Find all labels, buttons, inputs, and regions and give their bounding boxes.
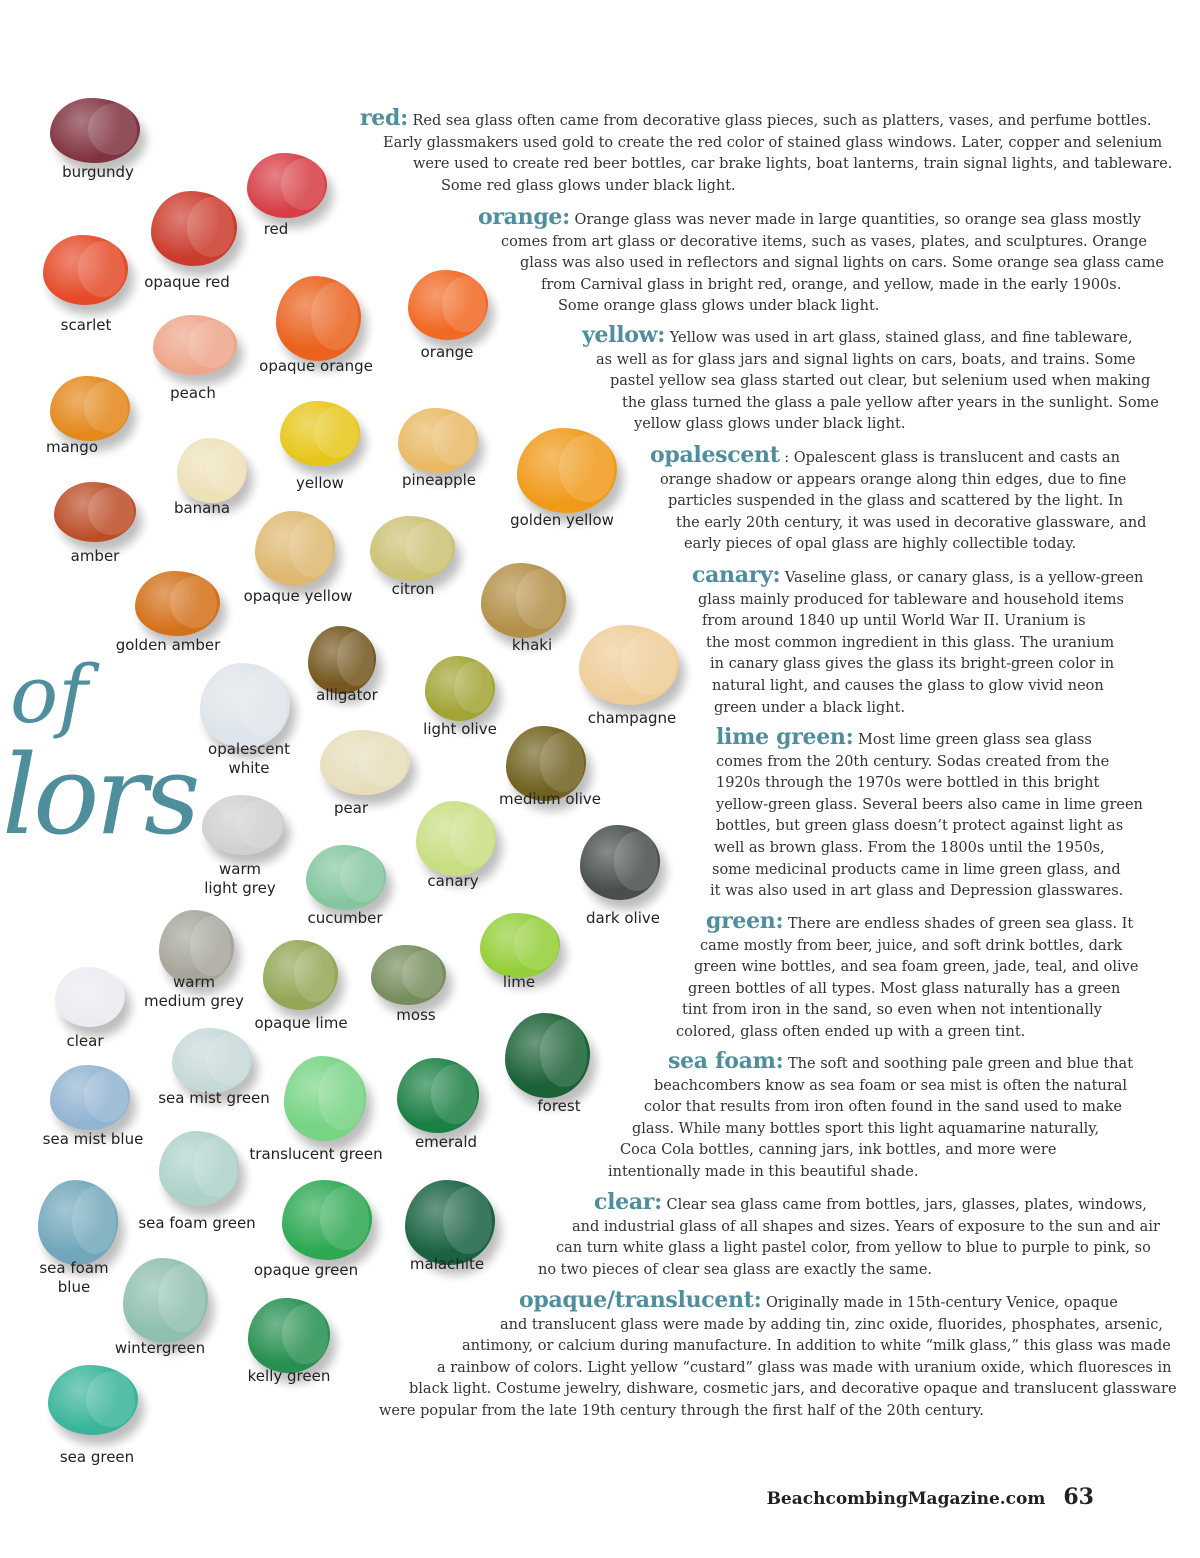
glass-label: warm light grey [204,860,276,897]
glass-label: dark olive [586,909,660,927]
title-fragment-of: of [10,648,88,741]
description-line [0,414,1159,436]
description-text: the early 20th century, it was used in decorative glassware, and [676,514,1147,531]
glass-label: scarlet [60,316,112,334]
description-text: glass was also used in reflectors and signal lights on cars. Some orange sea glass came [520,255,1164,272]
glass-label: citron [391,580,435,598]
description-heading: green: [706,908,784,934]
description-text: yellow glass glows under black light. [634,416,906,433]
description-heading: orange: [478,204,570,230]
glass-label: translucent green [249,1145,383,1163]
glass-label: pineapple [401,471,477,489]
glass-label: khaki [511,636,553,654]
description-line [0,773,1143,795]
description-lime-green [0,724,1143,903]
glass-label: red [263,220,289,238]
description-line [0,1097,1133,1119]
description-line [0,676,1143,698]
description-text: some medicinal products came in lime green glass, and [712,861,1121,878]
description-text: Vaseline glass, or canary glass, is a yellow-green [784,570,1144,586]
glass-label: mango [45,438,99,456]
description-line [0,1260,1160,1282]
glass-label: cucumber [307,909,383,927]
description-line [0,1022,1138,1044]
glass-label: medium olive [498,790,602,808]
description-text: and translucent glass were made by adding tin, zinc oxide, fluorides, phosphates, arsenic, [500,1316,1163,1333]
glass-label: moss [396,1006,436,1024]
description-orange [0,204,1164,318]
description-text: particles suspended in the glass and scattered by the light. In [668,493,1124,510]
description-line [0,322,1159,350]
description-line [0,1358,1177,1380]
glass-label: golden yellow [510,511,614,529]
description-line [0,154,1172,176]
glass-label: emerald [414,1133,478,1151]
glass-label: sea mist blue [42,1130,144,1148]
glass-label: malachite [409,1255,485,1273]
description-text: the glass turned the glass a pale yellow after years in the sunlight. Some [622,394,1159,411]
description-text: tint from iron in the sand, so even when not intentionally [682,1002,1102,1019]
description-text: were popular from the late 19th century through the first half of the 20th century. [379,1402,984,1419]
glass-label: canary [427,872,479,890]
description-line [0,1401,1177,1423]
description-line [0,562,1144,590]
description-text: 1920s through the 1970s were bottled in this bright [716,775,1100,792]
description-text: beachcombers know as sea foam or sea mist is often the natural [654,1077,1128,1094]
glass-label: amber [70,547,120,565]
description-line [0,1119,1133,1141]
description-text: green bottles of all types. Most glass naturally has a green [688,980,1121,997]
description-text: color that results from iron often found in the sand used to make [644,1099,1122,1116]
title-fragment-lors: lors [2,731,197,859]
description-line [0,936,1138,958]
glass-label: pear [333,799,369,817]
glass-label: sea mist green [158,1089,270,1107]
description-text: Clear sea glass came from bottles, jars, glasses, plates, windows, [666,1197,1147,1213]
glass-label: opaque red [144,273,230,291]
glass-label: alligator [316,686,378,704]
description-line [0,590,1143,612]
glass-label: forest [537,1097,581,1115]
glass-label: peach [170,384,216,402]
description-line [0,1140,1133,1162]
description-text: Coca Cola bottles, canning jars, ink bottles, and more were [620,1142,1057,1159]
glass-label: banana [173,499,231,517]
description-text: Some orange glass glows under black light. [558,298,880,315]
description-text: Some red glass glows under black light. [441,177,736,194]
description-canary [0,562,1144,719]
glass-label: opaque lime [254,1014,348,1032]
description-line [0,133,1172,155]
description-text: glass. While many bottles sport this light aquamarine naturally, [632,1120,1100,1137]
glass-label: light olive [423,720,497,738]
description-text: green under a black light. [714,699,906,716]
glass-label: yellow [296,474,344,492]
description-text: bottles, but green glass doesn’t protect against light as [716,818,1124,835]
description-text: in canary glass gives the glass its bright-green color in [710,656,1115,673]
description-heading: opaque/translucent: [519,1287,762,1313]
glass-label: sea green [59,1448,135,1466]
glass-label: orange [420,343,474,361]
description-text: antimony, or calcium during manufacture. In addition to white “milk glass,” this glass was made [462,1338,1171,1355]
description-text: the most common ingredient in this glass. The uranium [706,634,1115,651]
description-line [0,957,1138,979]
description-text: Yellow was used in art glass, stained glass, and fine tableware, [669,330,1133,346]
description-line [0,611,1143,633]
description-line [0,1315,1177,1337]
description-heading: clear: [594,1189,662,1215]
description-yellow [0,322,1159,436]
description-line [0,1287,1177,1315]
description-text: well as brown glass. From the 1800s until the 1950s, [714,839,1105,856]
footer-site: BeachcombingMagazine.com [766,1489,1046,1509]
description-text: : Opalescent glass is translucent and casts an [784,450,1120,466]
description-line [0,1162,1133,1184]
description-line [0,795,1143,817]
glass-label: opaque green [253,1261,359,1279]
description-opaque-translucent [0,1287,1177,1423]
description-line [0,1189,1160,1217]
description-line [0,513,1146,535]
description-text: Originally made in 15th-century Venice, opaque [766,1295,1118,1311]
description-line [0,979,1138,1001]
description-line [0,724,1143,752]
description-line [0,371,1159,393]
description-line [0,105,1172,133]
description-line [0,296,1164,318]
description-line [0,908,1138,936]
description-line [0,698,1143,720]
glass-label: kelly green [247,1367,331,1385]
description-text: pastel yellow sea glass started out clear, but selenium used when making [610,373,1151,390]
description-text: came mostly from beer, juice, and soft drink bottles, dark [700,937,1123,954]
description-text: orange shadow or appears orange along thin edges, due to fine [660,471,1127,488]
glass-label: champagne [587,709,677,727]
description-red [0,105,1173,197]
glass-label: lime [502,973,536,991]
page-number: 63 [1063,1484,1094,1510]
description-line [0,654,1143,676]
description-line [0,1336,1177,1358]
glass-label: golden amber [115,636,221,654]
page-footer [767,1484,1094,1510]
description-text: a rainbow of colors. Light yellow “custard” glass was made with uranium oxide, which fluoresces in [437,1359,1172,1376]
description-line [0,534,1146,556]
description-text: it was also used in art glass and Depression glasswares. [710,883,1124,900]
description-line [0,1076,1133,1098]
glass-label: burgundy [62,163,134,181]
description-line [0,752,1143,774]
description-line [0,633,1143,655]
description-heading: canary: [692,562,781,588]
description-line [0,176,1172,198]
glass-label: opaque yellow [243,587,353,605]
glass-label: sea foam blue [39,1259,109,1296]
glass-label: opalescent white [208,740,290,777]
glass-label: clear [66,1032,104,1050]
description-text: from around 1840 up until World War II. Uranium is [702,613,1086,630]
description-line [0,253,1164,275]
description-text: as well as for glass jars and signal lights on cars, boats, and trains. Some [596,351,1136,368]
description-text: glass mainly produced for tableware and household items [698,591,1124,608]
glass-label: warm medium grey [144,973,244,1010]
description-heading: red: [360,105,408,131]
description-line [0,442,1146,470]
description-text: comes from the 20th century. Sodas created from the [716,753,1110,770]
description-line [0,1238,1160,1260]
description-text: from Carnival glass in bright red, orange, and yellow, made in the early 1900s. [541,276,1122,293]
description-line [0,860,1143,882]
description-text: can turn white glass a light pastel color, from yellow to blue to purple to pink, so [556,1240,1151,1257]
description-heading: yellow: [582,322,666,348]
description-text: intentionally made in this beautiful shade. [608,1163,919,1180]
description-text: green wine bottles, and sea foam green, jade, teal, and olive [694,959,1139,976]
description-line [0,232,1164,254]
glass-label: sea foam green [138,1214,256,1232]
glass-label: wintergreen [114,1339,206,1357]
description-line [0,838,1143,860]
description-line [0,275,1164,297]
description-heading: lime green: [716,724,854,750]
description-line [0,1379,1177,1401]
description-text: natural light, and causes the glass to glow vivid neon [712,677,1104,694]
description-line [0,1217,1160,1239]
description-heading: opalescent [650,442,780,468]
description-text: colored, glass often ended up with a green tint. [676,1023,1026,1040]
description-text: and industrial glass of all shapes and sizes. Years of exposure to the sun and air [572,1218,1160,1235]
description-sea-foam [0,1048,1134,1184]
description-text: Most lime green glass sea glass [858,732,1092,748]
description-line [0,816,1143,838]
description-text: Early glassmakers used gold to create the red color of stained glass windows. Later, copper and selenium [383,134,1163,151]
description-line [0,350,1159,372]
description-text: no two pieces of clear sea glass are exactly the same. [538,1261,933,1278]
description-text: yellow-green glass. Several beers also came in lime green [716,796,1143,813]
description-text: comes from art glass or decorative items, such as vases, plates, and sculptures. Orange [501,233,1147,250]
description-line [0,204,1164,232]
description-opalescent [0,442,1147,556]
description-text: black light. Costume jewelry, dishware, cosmetic jars, and decorative opaque and translucent glassware [409,1381,1177,1398]
description-line [0,491,1146,513]
description-text: The soft and soothing pale green and blue that [788,1056,1134,1072]
description-line [0,393,1159,415]
description-green [0,908,1139,1044]
description-text: were used to create red beer bottles, car brake lights, boat lanterns, train signal lights, and tableware. [413,156,1173,173]
description-line [0,1000,1138,1022]
description-text: There are endless shades of green sea glass. It [787,916,1134,932]
description-line [0,1048,1134,1076]
description-clear [0,1189,1160,1281]
glass-label: opaque orange [259,357,373,375]
description-line [0,881,1143,903]
description-text: Red sea glass often came from decorative glass pieces, such as platters, vases, and perfume bottles. [412,113,1152,129]
description-line [0,470,1146,492]
description-heading: sea foam: [668,1048,784,1074]
description-text: early pieces of opal glass are highly collectible today. [684,536,1077,553]
description-text: Orange glass was never made in large quantities, so orange sea glass mostly [574,212,1141,228]
